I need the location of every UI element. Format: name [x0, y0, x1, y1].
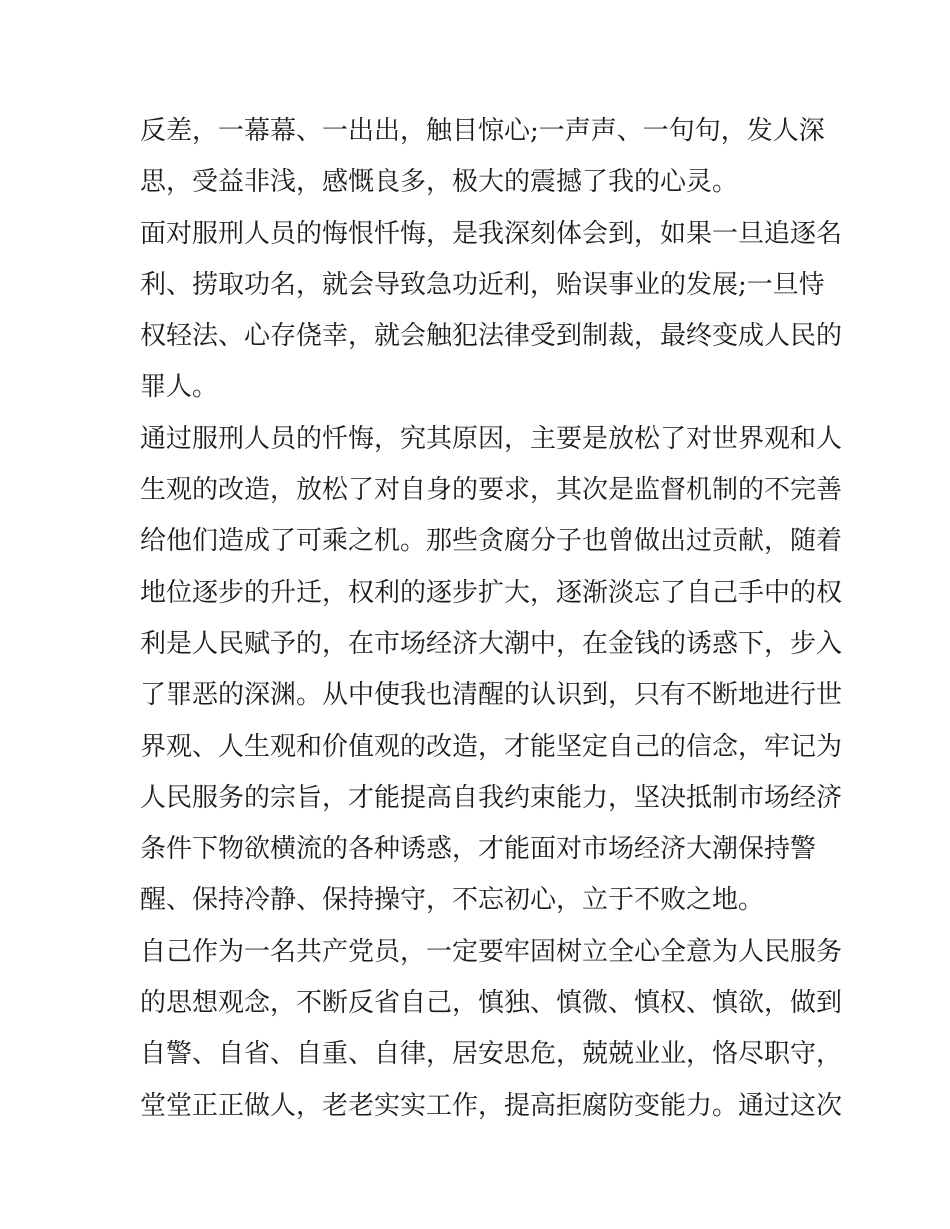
text-line: 醒、保持冷静、保持操守，不忘初心，立于不败之地。	[140, 885, 765, 916]
text-line: 利是人民赋予的，在市场经济大潮中，在金钱的诱惑下，步入	[140, 628, 843, 659]
text-line: 堂堂正正做人，老老实实工作，提高拒腐防变能力。通过这次	[140, 1090, 843, 1121]
text-line: 给他们造成了可乘之机。那些贪腐分子也曾做出过贡献，随着	[140, 526, 843, 557]
text-line: 了罪恶的深渊。从中使我也清醒的认识到，只有不断地进行世	[140, 680, 843, 711]
text-line: 人民服务的宗旨，才能提高自我约束能力，坚决抵制市场经济	[140, 782, 843, 813]
body-text	[140, 106, 843, 1132]
text-line: 自己作为一名共产党员，一定要牢固树立全心全意为人民服务	[140, 936, 843, 967]
text-line: 生观的改造，放松了对自身的要求，其次是监督机制的不完善	[140, 475, 843, 506]
text-line: 条件下物欲横流的各种诱惑，才能面对市场经济大潮保持警	[140, 834, 817, 865]
text-line: 的思想观念，不断反省自己，慎独、慎微、慎权、慎欲，做到	[140, 988, 843, 1019]
text-line: 思，受益非浅，感慨良多，极大的震撼了我的心灵。	[140, 167, 739, 198]
text-line: 利、捞取功名，就会导致急功近利，贻误事业的发展;一旦恃	[140, 269, 825, 300]
text-line: 通过服刑人员的忏悔，究其原因，主要是放松了对世界观和人	[140, 423, 843, 454]
text-line: 权轻法、心存侥幸，就会触犯法律受到制裁，最终变成人民的	[140, 321, 843, 352]
text-line: 罪人。	[140, 372, 219, 403]
text-line: 反差，一幕幕、一出出，触目惊心;一声声、一句句，发人深	[140, 116, 825, 146]
text-line: 面对服刑人员的悔恨忏悔，是我深刻体会到，如果一旦追逐名	[140, 218, 843, 249]
text-line: 自警、自省、自重、自律，居安思危，兢兢业业，恪尽职守，	[140, 1039, 843, 1070]
text-line: 界观、人生观和价值观的改造，才能坚定自己的信念，牢记为	[140, 731, 843, 762]
text-line: 地位逐步的升迁，权利的逐步扩大，逐渐淡忘了自己手中的权	[140, 577, 843, 608]
